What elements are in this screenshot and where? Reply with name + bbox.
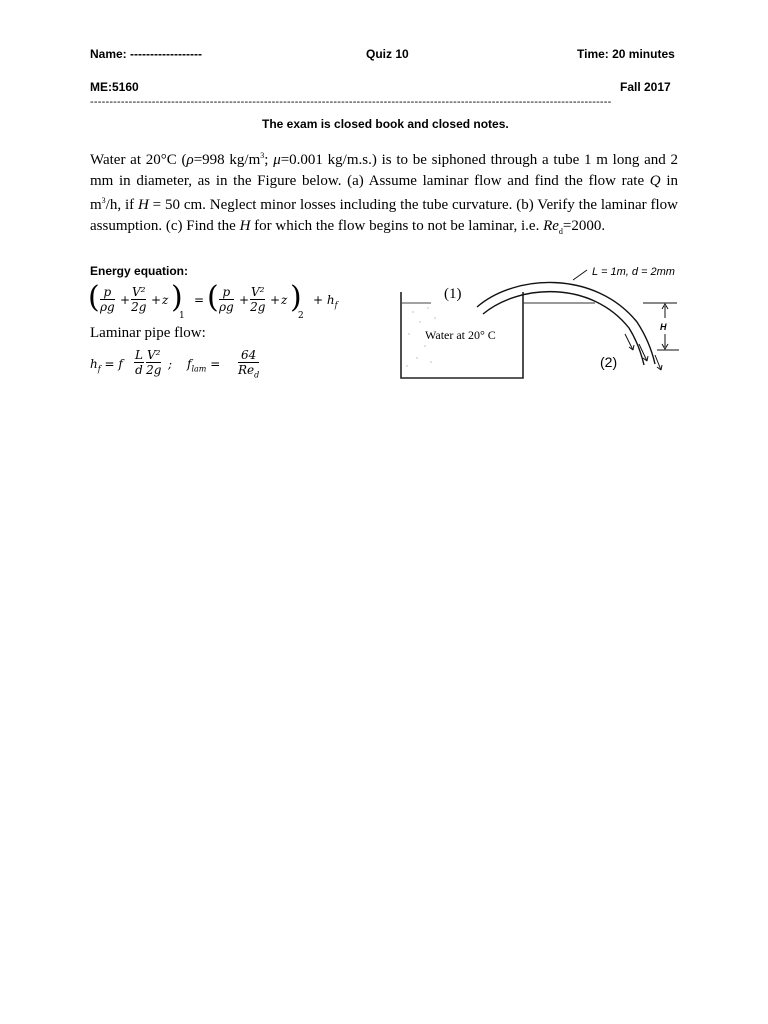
quiz-title: Quiz 10 (366, 47, 409, 61)
tube-outer-wall (477, 282, 655, 364)
point-1-label: (1) (444, 286, 462, 302)
name-field-label: Name: ------------------ (90, 47, 202, 61)
course-code: ME:5160 (90, 80, 139, 94)
time-limit: Time: 20 minutes (577, 47, 675, 61)
problem-statement: Water at 20°C (ρ=998 $kg/m^3$; μ=0.001 kg/m.s.) is to be siphoned through a tube 1 m long and 2 mm in diameter, as in the Figure below. (a) Assume laminar flow and find the flow rate Q in $m^3/h$, if H = 50 cm. Neglect minor losses including the tube curvature. (b) Verify the laminar flow assumption. (c) Find the H for which the flow begins to not be laminar, i.e. $Re_d=2000$. (90, 151, 678, 236)
H-dimension-label: H (660, 322, 667, 332)
term: Fall 2017 (620, 80, 671, 94)
tube-dimensions-label: L = 1m, d = 2mm (592, 266, 675, 278)
header-divider: --------------------------------------------------------------------------------------------------------------------------------------- (90, 96, 612, 108)
exam-instructions: The exam is closed book and closed notes. (262, 117, 509, 131)
energy-equation: ( $\frac{p}{\rho g}$ + $\frac{\text{V²}}{2g}$ + z ) 1 = ( $\frac{p}{\rho g}$ + $\frac{\text{V²}}{2g}$ + z ) 2 + $h_f$ (88, 280, 338, 321)
laminar-friction-equation: $h_f = f$ $\frac{L}{d}$ $\frac{\text{V²}}{2g}$ ; $f_{lam}$ = 64 $Re_d$ (90, 348, 260, 380)
siphon-figure (395, 262, 700, 387)
energy-equation-heading: Energy equation: (90, 264, 189, 278)
tank-water-label: Water at 20° C (425, 328, 496, 342)
laminar-flow-heading: Laminar pipe flow: (90, 325, 206, 341)
point-2-label: (2) (600, 354, 618, 370)
tube-label-leader (573, 270, 587, 280)
